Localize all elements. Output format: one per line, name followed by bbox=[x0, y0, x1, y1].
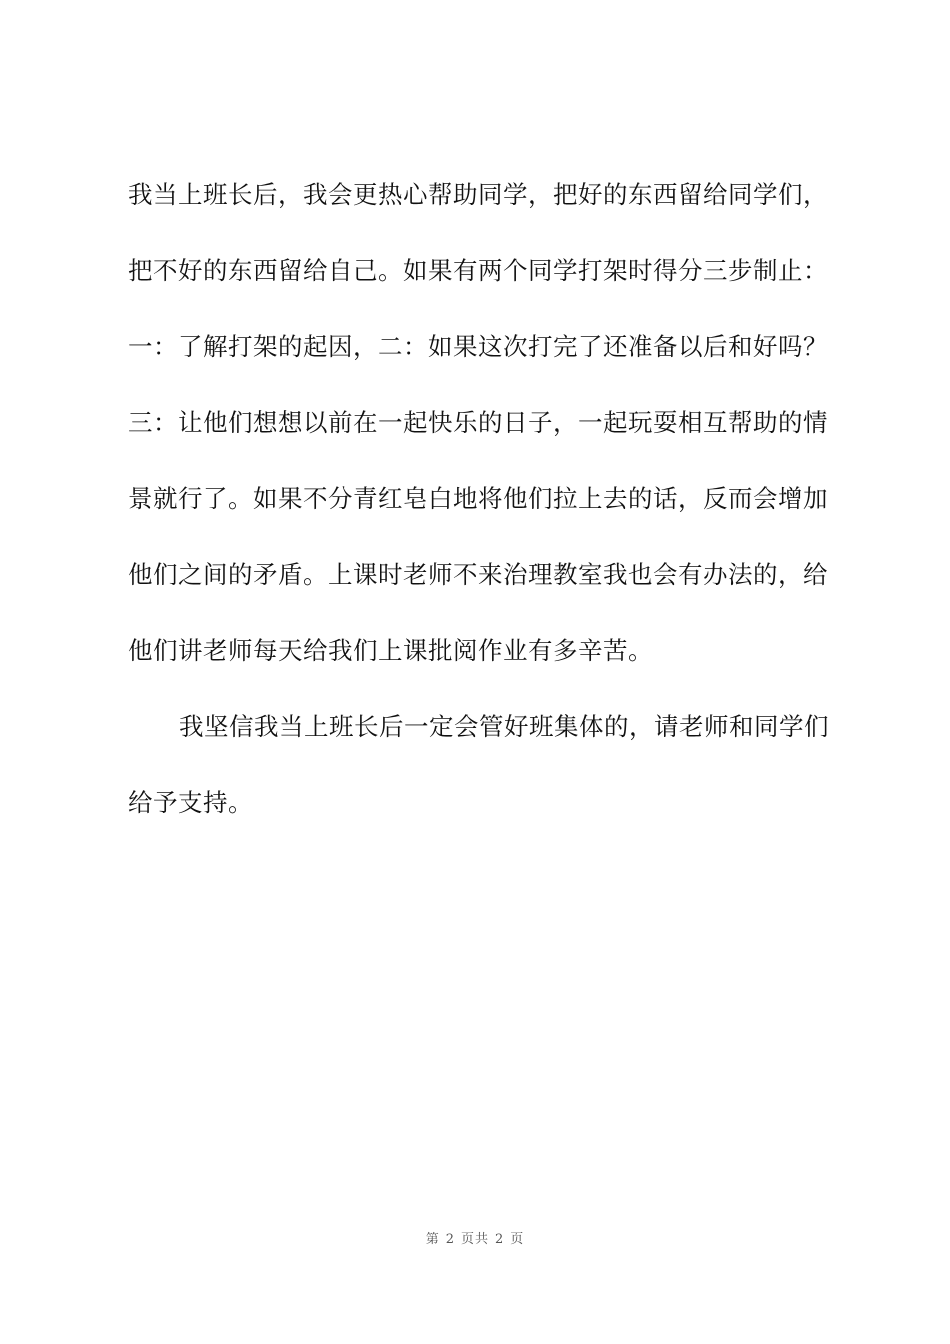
text-line: 把不好的东西留给自己。如果有两个同学打架时得分三步制止： bbox=[128, 256, 828, 285]
footer-middle: 页共 bbox=[460, 1232, 489, 1247]
text-line: 给予支持。 bbox=[128, 788, 253, 817]
text-line: 他们之间的矛盾。上课时老师不来治理教室我也会有办法的，给 bbox=[128, 560, 828, 589]
footer-prefix: 第 bbox=[425, 1232, 440, 1247]
body-text bbox=[128, 165, 843, 849]
page-footer bbox=[0, 1228, 950, 1247]
text-line: 景就行了。如果不分青红皂白地将他们拉上去的话，反而会增加 bbox=[128, 484, 828, 513]
text-line: 三：让他们想想以前在一起快乐的日子，一起玩耍相互帮助的情 bbox=[128, 408, 828, 437]
footer-suffix: 页 bbox=[510, 1232, 525, 1247]
footer-total-pages: 2 bbox=[495, 1232, 505, 1247]
text-line: 我当上班长后，我会更热心帮助同学，把好的东西留给同学们， bbox=[128, 180, 828, 209]
footer-current-page: 2 bbox=[445, 1232, 455, 1247]
text-line-indented: 我坚信我当上班长后一定会管好班集体的，请老师和同学们 bbox=[179, 712, 829, 741]
text-line: 一：了解打架的起因，二：如果这次打完了还准备以后和好吗？ bbox=[128, 332, 828, 361]
text-line: 他们讲老师每天给我们上课批阅作业有多辛苦。 bbox=[128, 636, 653, 665]
